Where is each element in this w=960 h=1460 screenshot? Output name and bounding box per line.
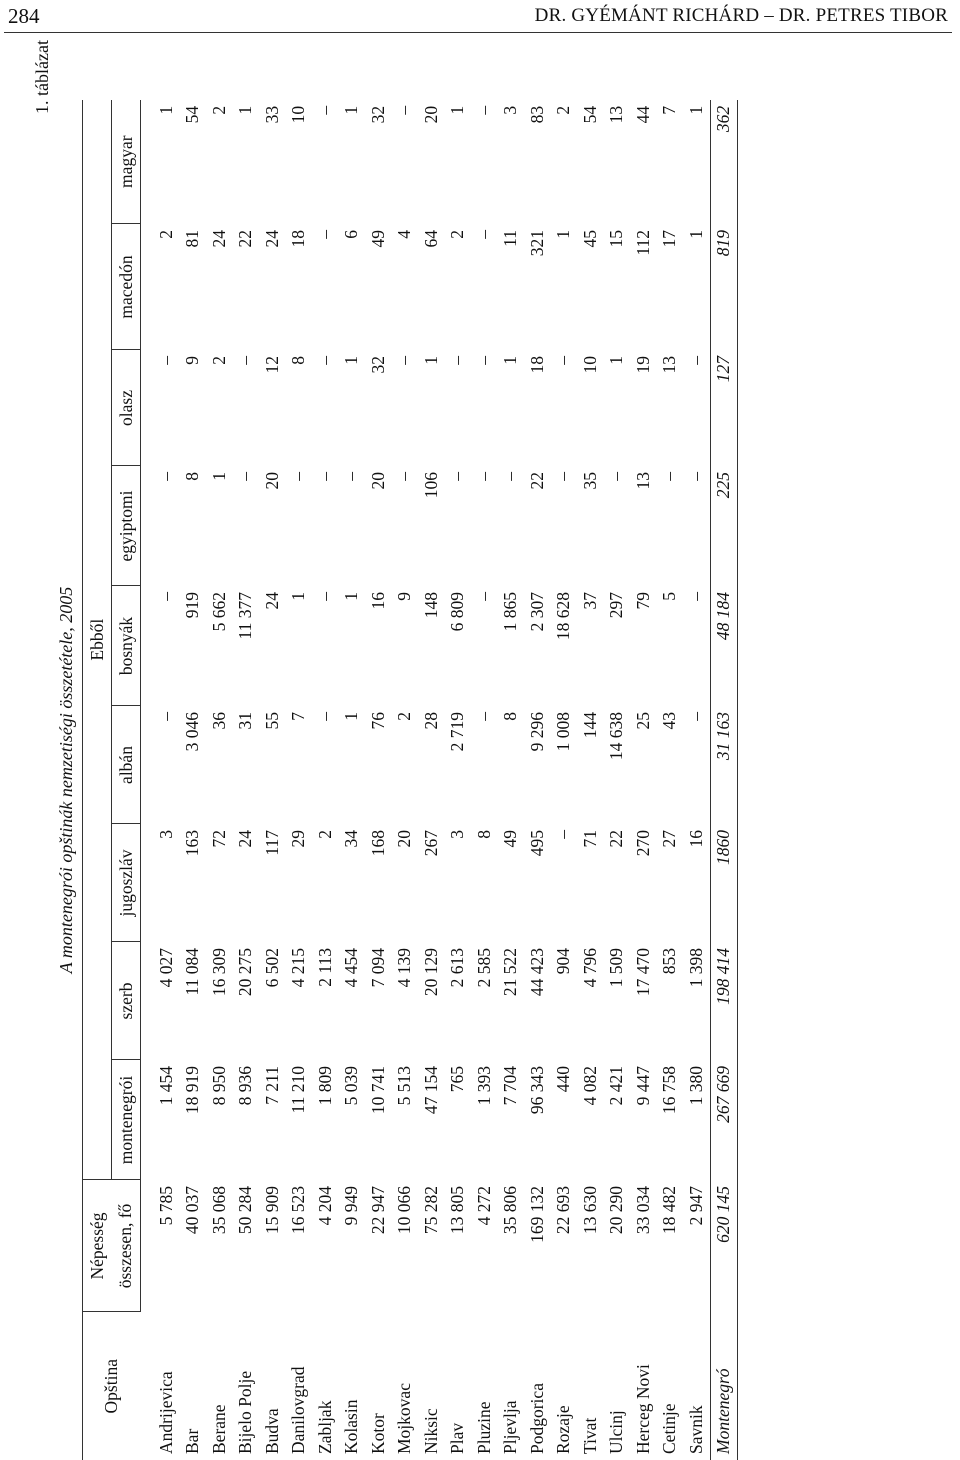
- table-cell: 1: [288, 592, 309, 601]
- col-header: albán: [112, 706, 141, 824]
- table-label: 1. táblázat: [32, 40, 52, 114]
- table-cell: 6 809: [447, 592, 468, 632]
- table-cell: 18: [526, 356, 547, 374]
- table-cell: 44 423: [526, 948, 547, 997]
- opstina-name-cell: Pluzine: [473, 1401, 494, 1454]
- opstina-name-cell: Andrijevica: [155, 1371, 176, 1454]
- table-cell: 64: [420, 230, 441, 248]
- table-cell: 5: [659, 592, 680, 601]
- table-cell: 440: [553, 1066, 574, 1093]
- table-cell: 1 393: [473, 1066, 494, 1106]
- table-cell: 15 909: [261, 1186, 282, 1235]
- opstina-name-cell: Budva: [261, 1408, 282, 1454]
- table-row: [141, 100, 180, 1460]
- table-cell: 10 066: [394, 1186, 415, 1235]
- table-cell: 6 502: [261, 948, 282, 988]
- table-cell: 321: [526, 230, 547, 257]
- table-cell: 2: [208, 105, 229, 115]
- table-row: [498, 100, 525, 1460]
- table-cell: 148: [420, 592, 441, 619]
- table-cell: –: [473, 592, 494, 601]
- table-cell: 71: [579, 830, 600, 848]
- col-header: montenegrói: [112, 1060, 141, 1180]
- table-cell: 35 068: [208, 1186, 229, 1235]
- table-cell: 22 947: [367, 1186, 388, 1235]
- table-cell: 17 470: [632, 948, 653, 997]
- table-cell: 16: [367, 592, 388, 610]
- col-header: bosnyák: [112, 586, 141, 706]
- table-cell: –: [288, 472, 309, 481]
- table-cell: 11 210: [288, 1066, 309, 1114]
- table-row: [180, 100, 207, 1460]
- table-cell: 33 034: [632, 1186, 653, 1235]
- table-cell: 9 296: [526, 712, 547, 752]
- table-cell: 20: [420, 105, 441, 124]
- table-cell: 34: [341, 830, 362, 848]
- table-cell: 270: [632, 830, 653, 857]
- table-cell: 54: [579, 105, 600, 124]
- table-cell: –: [473, 472, 494, 481]
- table-cell: –: [553, 472, 574, 481]
- table-row: [312, 100, 339, 1460]
- table-cell: 495: [526, 830, 547, 857]
- page-header: [4, 0, 952, 33]
- table-cell: 25: [632, 712, 653, 730]
- table-cell: –: [155, 592, 176, 601]
- table-cell: 28: [420, 712, 441, 730]
- table-cell: 16 758: [659, 1066, 680, 1115]
- table-cell: 8: [288, 356, 309, 365]
- opstina-name-cell: Kolasin: [341, 1399, 362, 1454]
- table-cell: 13: [632, 472, 653, 490]
- table-cell: 8: [500, 712, 521, 721]
- opstina-name-cell: Niksic: [420, 1408, 441, 1454]
- total-cell: Montenegró: [710, 1312, 738, 1460]
- table-cell: 13 805: [447, 1186, 468, 1235]
- opstina-name-cell: Mojkovac: [394, 1383, 415, 1454]
- table-cell: 18 919: [182, 1066, 203, 1115]
- total-cell: 225: [710, 466, 738, 586]
- table-cell: 17: [659, 230, 680, 248]
- table-cell: 853: [659, 948, 680, 975]
- table-cell: 1 865: [500, 592, 521, 632]
- total-cell: 620 145: [710, 1180, 738, 1312]
- nationality-table: [82, 100, 738, 1460]
- opstina-name-cell: Podgorica: [526, 1383, 547, 1454]
- table-cell: 22: [606, 830, 627, 848]
- table-cell: –: [606, 472, 627, 481]
- table-cell: 20: [261, 472, 282, 490]
- table-cell: 1: [235, 105, 256, 115]
- table-cell: 8: [473, 830, 494, 839]
- table-cell: 16: [685, 830, 706, 848]
- table-cell: 1: [341, 356, 362, 365]
- table-cell: 1 809: [314, 1066, 335, 1106]
- table-cell: 2: [314, 830, 335, 839]
- table-cell: –: [500, 472, 521, 481]
- table-row: [259, 100, 286, 1460]
- table-cell: 24: [235, 830, 256, 848]
- table-caption: A montenegrói opštinák nemzetiségi összetétele, 2005: [56, 586, 76, 974]
- table-cell: 22: [526, 472, 547, 490]
- table-cell: 76: [367, 712, 388, 730]
- col-population-top: Népesség: [83, 1180, 112, 1312]
- table-cell: 2: [208, 356, 229, 365]
- table-cell: 32: [367, 105, 388, 124]
- table-cell: 7 704: [500, 1066, 521, 1106]
- table-cell: –: [394, 356, 415, 365]
- total-cell: 819: [710, 224, 738, 350]
- table-cell: 7: [659, 105, 680, 115]
- table-cell: 75 282: [420, 1186, 441, 1235]
- table-cell: 21 522: [500, 948, 521, 997]
- table-cell: 2 421: [606, 1066, 627, 1106]
- table-cell: 9: [182, 356, 203, 365]
- table-cell: 72: [208, 830, 229, 848]
- table-cell: 8 950: [208, 1066, 229, 1106]
- table-row: [471, 100, 498, 1460]
- table-cell: –: [447, 356, 468, 365]
- table-cell: 5 662: [208, 592, 229, 632]
- table-row: [683, 100, 710, 1460]
- total-cell: 198 414: [710, 942, 738, 1060]
- table-cell: 4 215: [288, 948, 309, 988]
- table-cell: 1: [420, 356, 441, 365]
- table-cell: 1: [341, 592, 362, 601]
- table-cell: 144: [579, 712, 600, 739]
- table-cell: 2 947: [685, 1186, 706, 1226]
- table-cell: –: [341, 472, 362, 481]
- table-cell: 31: [235, 712, 256, 730]
- table-cell: 45: [579, 230, 600, 248]
- table-cell: –: [473, 356, 494, 365]
- opstina-name-cell: Pljevlja: [500, 1400, 521, 1454]
- table-cell: 1 398: [685, 948, 706, 988]
- table-cell: –: [473, 230, 494, 239]
- opstina-name-cell: Savnik: [685, 1405, 706, 1454]
- total-cell: 48 184: [710, 586, 738, 706]
- opstina-name-cell: Danilovgrad: [288, 1366, 309, 1454]
- table-cell: –: [314, 472, 335, 481]
- table-cell: 13: [606, 105, 627, 124]
- table-cell: 2: [394, 712, 415, 721]
- table-cell: –: [473, 712, 494, 721]
- opstina-name-cell: Berane: [208, 1404, 229, 1454]
- table-cell: –: [314, 105, 335, 115]
- table-cell: 4 082: [579, 1066, 600, 1106]
- table-cell: 4 272: [473, 1186, 494, 1226]
- table-cell: –: [447, 472, 468, 481]
- table-cell: 3: [447, 830, 468, 839]
- table-cell: 54: [182, 105, 203, 124]
- table-cell: 1: [553, 230, 574, 239]
- table-cell: 20: [367, 472, 388, 490]
- header-row-top: [83, 100, 112, 1460]
- opstina-name-cell: Kotor: [367, 1413, 388, 1454]
- table-cell: 919: [182, 592, 203, 619]
- table-cell: –: [685, 592, 706, 601]
- table-cell: 3: [155, 830, 176, 839]
- table-cell: –: [235, 472, 256, 481]
- table-cell: –: [314, 230, 335, 239]
- running-title: DR. GYÉMÁNT RICHÁRD – DR. PETRES TIBOR: [534, 5, 948, 26]
- table-cell: 16 309: [208, 948, 229, 997]
- table-row: [604, 100, 631, 1460]
- table-cell: 32: [367, 356, 388, 374]
- col-opstina: Opština: [83, 1312, 141, 1460]
- opstina-name-cell: Bar: [182, 1428, 203, 1454]
- table-cell: –: [314, 356, 335, 365]
- table-cell: –: [314, 712, 335, 721]
- rotated-table-block: [30, 40, 930, 1460]
- table-cell: 49: [500, 830, 521, 848]
- table-cell: 4 796: [579, 948, 600, 988]
- table-cell: 765: [447, 1066, 468, 1093]
- opstina-name-cell: Ulcinj: [606, 1410, 627, 1454]
- table-cell: –: [685, 472, 706, 481]
- table-cell: 8 936: [235, 1066, 256, 1106]
- col-header: egyiptomi: [112, 466, 141, 586]
- table-cell: 24: [261, 592, 282, 610]
- table-cell: –: [553, 830, 574, 839]
- table-cell: 18: [288, 230, 309, 248]
- table-cell: 1 008: [553, 712, 574, 752]
- table-cell: –: [155, 712, 176, 721]
- total-cell: 362: [710, 100, 738, 224]
- table-cell: 1: [606, 356, 627, 365]
- table-cell: 14 638: [606, 712, 627, 761]
- page-number: 284: [8, 4, 40, 28]
- table-cell: 33: [261, 105, 282, 124]
- table-body: [141, 100, 711, 1460]
- table-cell: 10: [288, 105, 309, 124]
- table-cell: 16 523: [288, 1186, 309, 1235]
- table-cell: 168: [367, 830, 388, 857]
- opstina-name-cell: Cetinje: [659, 1403, 680, 1454]
- table-cell: 3 046: [182, 712, 203, 752]
- table-cell: 20 275: [235, 948, 256, 997]
- table-cell: 36: [208, 712, 229, 730]
- table-row: [392, 100, 419, 1460]
- table-cell: 904: [553, 948, 574, 975]
- col-header: magyar: [112, 100, 141, 224]
- table-cell: 1: [447, 105, 468, 115]
- table-row: [445, 100, 472, 1460]
- table-cell: 20 129: [420, 948, 441, 997]
- table-cell: 117: [261, 830, 282, 856]
- table-cell: –: [314, 592, 335, 601]
- table-cell: 11 084: [182, 948, 203, 996]
- table-cell: 7 094: [367, 948, 388, 988]
- table-cell: 5 039: [341, 1066, 362, 1106]
- table-cell: 2: [553, 105, 574, 115]
- table-cell: 4: [394, 230, 415, 239]
- table-cell: 49: [367, 230, 388, 248]
- total-row: [710, 100, 738, 1460]
- table-cell: 1 509: [606, 948, 627, 988]
- opstina-name-cell: Rozaje: [553, 1405, 574, 1454]
- table-cell: –: [659, 472, 680, 481]
- col-header: olasz: [112, 350, 141, 466]
- table-cell: –: [685, 356, 706, 365]
- table-cell: 5 785: [155, 1186, 176, 1226]
- table-cell: 37: [579, 592, 600, 610]
- table-cell: 4 139: [394, 948, 415, 988]
- table-cell: 2 585: [473, 948, 494, 988]
- table-cell: 9: [394, 592, 415, 601]
- table-cell: 5 513: [394, 1066, 415, 1106]
- table-cell: –: [553, 356, 574, 365]
- table-cell: 18 628: [553, 592, 574, 641]
- table-cell: 1 454: [155, 1066, 176, 1106]
- table-cell: 96 343: [526, 1066, 547, 1115]
- table-cell: 8: [182, 472, 203, 481]
- table-cell: 7: [288, 712, 309, 721]
- total-cell: 127: [710, 350, 738, 466]
- table-cell: 6: [341, 230, 362, 239]
- table-cell: 35: [579, 472, 600, 490]
- table-cell: 11 377: [235, 592, 256, 640]
- table-cell: 22: [235, 230, 256, 248]
- table-cell: 15: [606, 230, 627, 248]
- col-header: macedón: [112, 224, 141, 350]
- table-cell: 112: [632, 230, 653, 256]
- table-cell: 2 613: [447, 948, 468, 988]
- table-cell: 24: [261, 230, 282, 248]
- table-cell: –: [394, 472, 415, 481]
- table-cell: 1: [208, 472, 229, 481]
- table-cell: 2: [155, 230, 176, 239]
- table-cell: 47 154: [420, 1066, 441, 1115]
- table-cell: 10: [579, 356, 600, 374]
- table-cell: 1: [500, 356, 521, 365]
- table-cell: 267: [420, 830, 441, 857]
- table-cell: 163: [182, 830, 203, 857]
- table-cell: 2 307: [526, 592, 547, 632]
- table-cell: 27: [659, 830, 680, 848]
- opstina-name-cell: Herceg Novi: [632, 1364, 653, 1454]
- table-cell: 1: [685, 230, 706, 239]
- table-cell: 18 482: [659, 1186, 680, 1235]
- table-cell: –: [473, 105, 494, 115]
- table-cell: 2 719: [447, 712, 468, 752]
- table-cell: 22 693: [553, 1186, 574, 1235]
- table-cell: –: [155, 356, 176, 365]
- table-cell: 83: [526, 105, 547, 124]
- table-cell: 4 454: [341, 948, 362, 988]
- table-cell: 55: [261, 712, 282, 730]
- opstina-name-cell: Tivat: [579, 1417, 600, 1454]
- table-cell: 2 113: [314, 948, 335, 987]
- table-cell: 81: [182, 230, 203, 248]
- table-row: [524, 100, 551, 1460]
- table-cell: 1: [341, 105, 362, 115]
- table-cell: 1: [341, 712, 362, 721]
- table-cell: 106: [420, 472, 441, 499]
- table-cell: 1: [155, 105, 176, 115]
- table-cell: –: [235, 356, 256, 365]
- table-cell: 7 211: [261, 1066, 282, 1105]
- table-row: [657, 100, 684, 1460]
- table-cell: 35 806: [500, 1186, 521, 1235]
- table-cell: 4 027: [155, 948, 176, 988]
- table-cell: 10 741: [367, 1066, 388, 1115]
- opstina-name-cell: Bijelo Polje: [235, 1370, 256, 1454]
- table-cell: 1: [685, 105, 706, 115]
- table-cell: 4 204: [314, 1186, 335, 1226]
- table-cell: 9 949: [341, 1186, 362, 1226]
- table-row: [339, 100, 366, 1460]
- table-row: [233, 100, 260, 1460]
- opstina-name-cell: Plav: [447, 1422, 468, 1454]
- table-cell: –: [155, 472, 176, 481]
- table-cell: 13 630: [579, 1186, 600, 1235]
- table-cell: 13: [659, 356, 680, 374]
- col-header: jugoszláv: [112, 824, 141, 942]
- total-cell: 31 163: [710, 706, 738, 824]
- table-cell: –: [685, 712, 706, 721]
- table-cell: 297: [606, 592, 627, 619]
- table-cell: –: [394, 105, 415, 115]
- table-cell: 19: [632, 356, 653, 374]
- table-cell: 50 284: [235, 1186, 256, 1235]
- table-row: [286, 100, 313, 1460]
- table-row: [365, 100, 392, 1460]
- table-row: [577, 100, 604, 1460]
- table-cell: 12: [261, 356, 282, 374]
- table-cell: 9 447: [632, 1066, 653, 1106]
- table-row: [630, 100, 657, 1460]
- col-population-bottom: összesen, fő: [112, 1180, 141, 1312]
- table-cell: 3: [500, 105, 521, 115]
- table-cell: 169 132: [526, 1186, 547, 1243]
- col-group-ebbol: Ebből: [83, 100, 112, 1180]
- table-cell: 44: [632, 105, 653, 124]
- total-cell: 267 669: [710, 1060, 738, 1180]
- total-cell: 1860: [710, 824, 738, 942]
- table-row: [418, 100, 445, 1460]
- table-cell: 40 037: [182, 1186, 203, 1235]
- table-cell: 29: [288, 830, 309, 848]
- table-cell: 79: [632, 592, 653, 610]
- table-cell: 11: [500, 230, 521, 247]
- opstina-name-cell: Zabljak: [314, 1400, 335, 1454]
- header-row-bottom: [112, 100, 141, 1460]
- table-cell: 1 380: [685, 1066, 706, 1106]
- table-cell: 43: [659, 712, 680, 730]
- table-row: [206, 100, 233, 1460]
- table-cell: 24: [208, 230, 229, 248]
- col-header: szerb: [112, 942, 141, 1060]
- table-row: [551, 100, 578, 1460]
- table-cell: 2: [447, 230, 468, 239]
- table-cell: 20: [394, 830, 415, 848]
- table-cell: 20 290: [606, 1186, 627, 1235]
